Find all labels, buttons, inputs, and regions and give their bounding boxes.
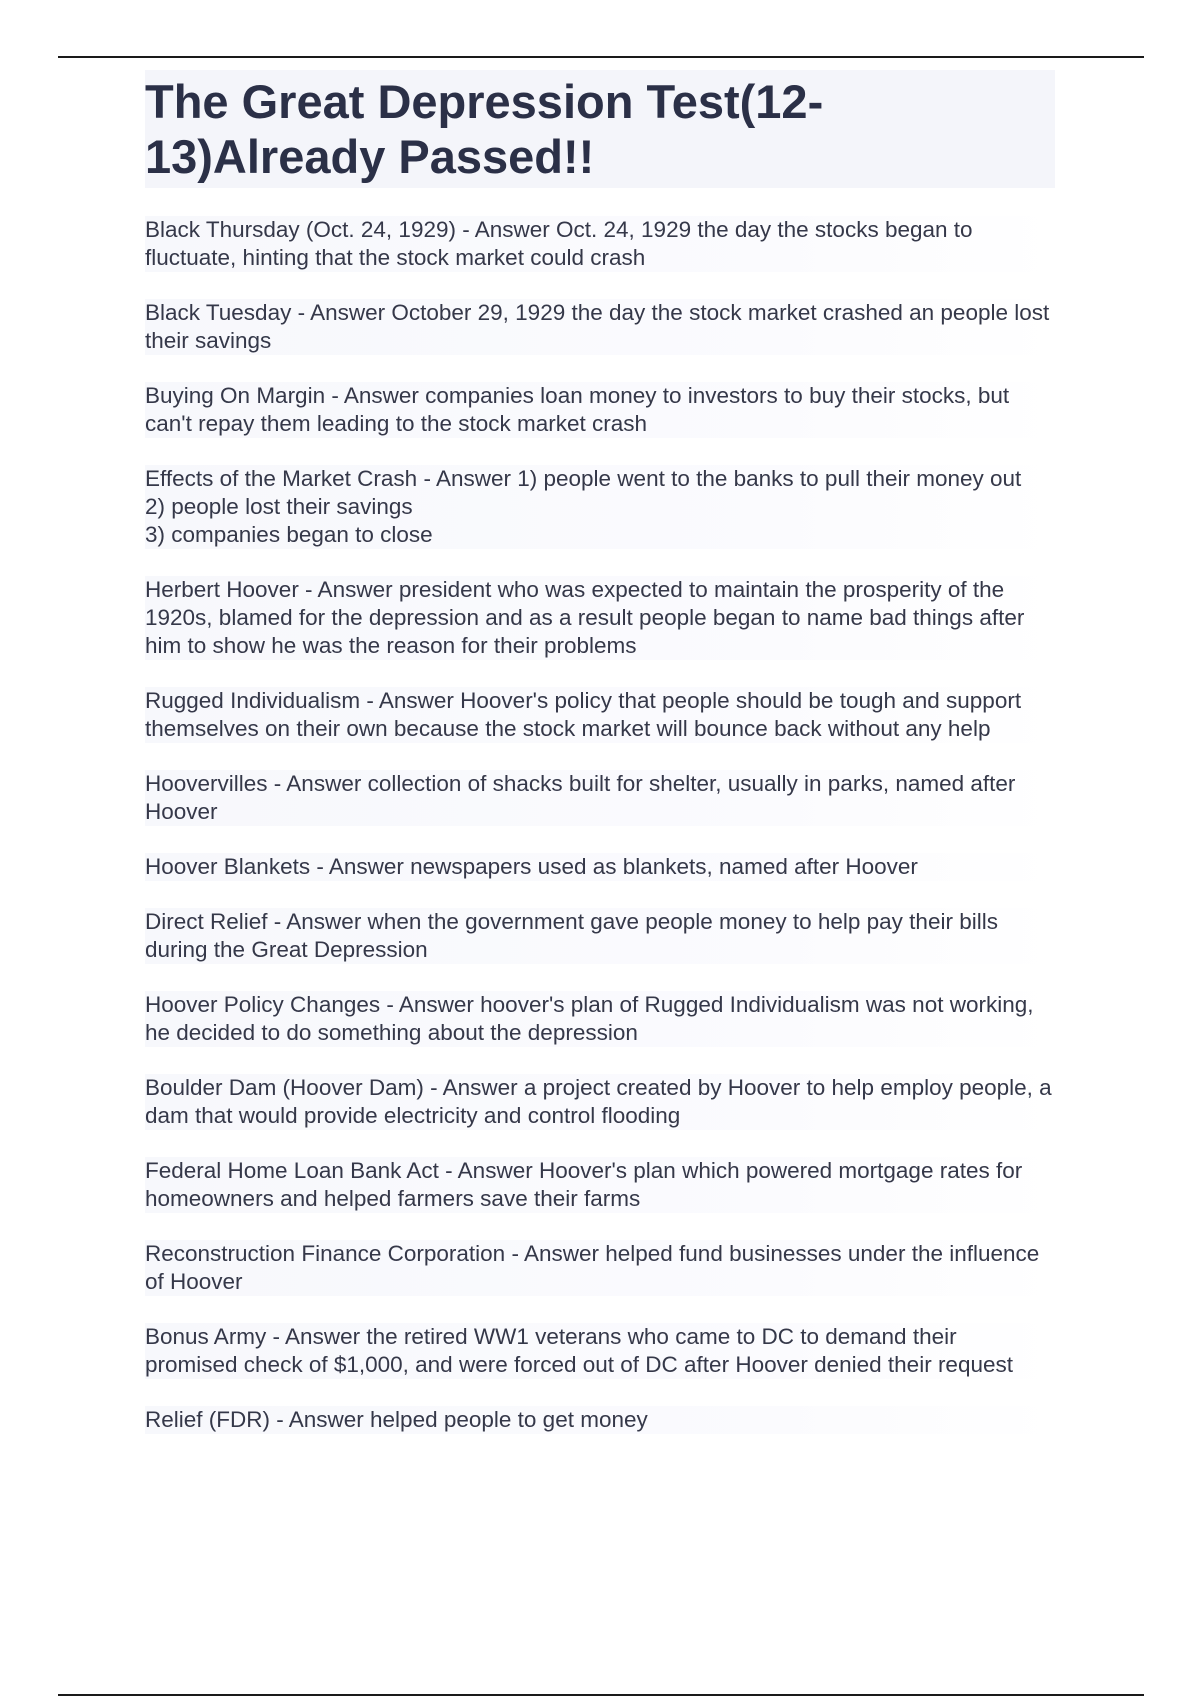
qa-entry-relief-fdr: Relief (FDR) - Answer helped people to get money <box>145 1406 1055 1434</box>
qa-entry-reconstruction-finance: Reconstruction Finance Corporation - Answer helped fund businesses under the influence of Hoover <box>145 1240 1055 1296</box>
qa-entry-herbert-hoover: Herbert Hoover - Answer president who was expected to maintain the prosperity of the 1920s, blamed for the depression and as a result people began to name bad things after him to show he was the reason for their problems <box>145 576 1055 660</box>
qa-entry-hoover-policy-changes: Hoover Policy Changes - Answer hoover's plan of Rugged Individualism was not working, he decided to do something about the depression <box>145 991 1055 1047</box>
bottom-divider <box>58 1694 1144 1696</box>
qa-entry-black-tuesday: Black Tuesday - Answer October 29, 1929 the day the stock market crashed an people lost their savings <box>145 299 1055 355</box>
qa-entry-hoover-blankets: Hoover Blankets - Answer newspapers used as blankets, named after Hoover <box>145 853 1055 881</box>
title-block <box>145 70 1055 188</box>
qa-entry-bonus-army: Bonus Army - Answer the retired WW1 veterans who came to DC to demand their promised check of $1,000, and were forced out of DC after Hoover denied their request <box>145 1323 1055 1379</box>
document-title: The Great Depression Test(12-13)Already Passed!! <box>145 75 824 183</box>
qa-entry-rugged-individualism: Rugged Individualism - Answer Hoover's policy that people should be tough and support themselves on their own because the stock market will bounce back without any help <box>145 687 1055 743</box>
qa-entry-boulder-dam: Boulder Dam (Hoover Dam) - Answer a project created by Hoover to help employ people, a dam that would provide electricity and control flooding <box>145 1074 1055 1130</box>
qa-entry-federal-home-loan: Federal Home Loan Bank Act - Answer Hoover's plan which powered mortgage rates for homeowners and helped farmers save their farms <box>145 1157 1055 1213</box>
document-body <box>145 70 1055 1461</box>
qa-entry-black-thursday: Black Thursday (Oct. 24, 1929) - Answer Oct. 24, 1929 the day the stocks began to fluctuate, hinting that the stock market could crash <box>145 216 1055 272</box>
qa-list <box>145 216 1055 1434</box>
top-divider <box>58 56 1144 58</box>
qa-entry-buying-on-margin: Buying On Margin - Answer companies loan money to investors to buy their stocks, but can't repay them leading to the stock market crash <box>145 382 1055 438</box>
qa-entry-hoovervilles: Hoovervilles - Answer collection of shacks built for shelter, usually in parks, named after Hoover <box>145 770 1055 826</box>
qa-entry-effects-of-crash: Effects of the Market Crash - Answer 1) people went to the banks to pull their money out 2) people lost their savings 3) companies began to close <box>145 465 1055 549</box>
qa-entry-direct-relief: Direct Relief - Answer when the government gave people money to help pay their bills during the Great Depression <box>145 908 1055 964</box>
